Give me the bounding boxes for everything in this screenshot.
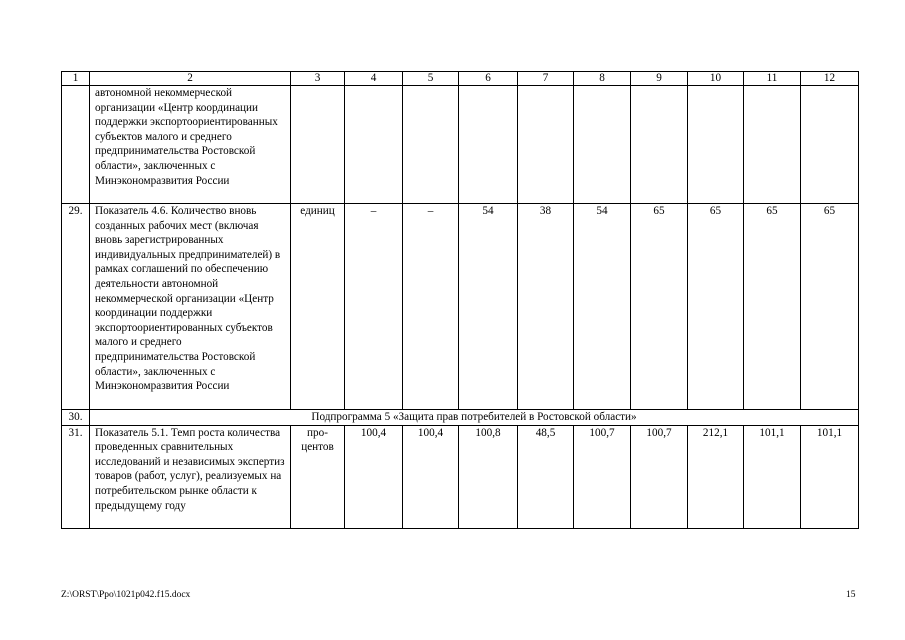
indicator-description: Показатель 5.1. Темп роста количества проведенных сравнительных исследований и независимых экспертиз товаров (работ, услуг), реализуемых на потребительском рынке области к предыдущему году — [90, 425, 291, 528]
header-cell: 5 — [403, 72, 459, 86]
header-cell: 8 — [574, 72, 631, 86]
unit-cell: про- центов — [291, 425, 345, 528]
row-number: 30. — [62, 410, 90, 426]
value-cell — [574, 86, 631, 204]
row-number: 29. — [62, 204, 90, 410]
indicators-table — [61, 71, 859, 529]
value-cell: 100,7 — [574, 425, 631, 528]
row-number — [62, 86, 90, 204]
value-cell: 65 — [744, 204, 801, 410]
table-row-30 — [62, 410, 859, 426]
header-cell: 12 — [801, 72, 859, 86]
header-cell: 4 — [345, 72, 403, 86]
value-cell: 100,7 — [631, 425, 688, 528]
header-cell: 2 — [90, 72, 291, 86]
header-cell: 10 — [688, 72, 744, 86]
table-row-29 — [62, 204, 859, 410]
value-cell: 48,5 — [518, 425, 574, 528]
value-cell: 100,4 — [403, 425, 459, 528]
value-cell: 54 — [574, 204, 631, 410]
row-number: 31. — [62, 425, 90, 528]
indicator-description: автономной некоммерческой организации «Центр координации поддержки экспортоориентированных субъектов малого и среднего предпринимательства Ростовской области», заключенных с Минэкономразвития России — [90, 86, 291, 204]
header-cell: 1 — [62, 72, 90, 86]
value-cell — [403, 86, 459, 204]
value-cell — [688, 86, 744, 204]
value-cell: 212,1 — [688, 425, 744, 528]
value-cell — [631, 86, 688, 204]
header-cell: 9 — [631, 72, 688, 86]
value-cell: 65 — [801, 204, 859, 410]
header-cell: 3 — [291, 72, 345, 86]
value-cell: 65 — [631, 204, 688, 410]
file-path-footer: Z:\ORST\Ppo\1021p042.f15.docx — [61, 590, 191, 600]
value-cell: 38 — [518, 204, 574, 410]
header-cell: 7 — [518, 72, 574, 86]
value-cell — [459, 86, 518, 204]
header-row — [62, 72, 859, 86]
value-cell: – — [345, 204, 403, 410]
header-cell: 6 — [459, 72, 518, 86]
value-cell — [345, 86, 403, 204]
value-cell: 100,8 — [459, 425, 518, 528]
table-row-continuation — [62, 86, 859, 204]
page-number: 15 — [846, 590, 856, 600]
subprogram-title: Подпрограмма 5 «Защита прав потребителей в Ростовской области» — [90, 410, 859, 426]
value-cell — [518, 86, 574, 204]
table-row-31 — [62, 425, 859, 528]
value-cell: 65 — [688, 204, 744, 410]
value-cell — [744, 86, 801, 204]
value-cell: 100,4 — [345, 425, 403, 528]
header-cell: 11 — [744, 72, 801, 86]
value-cell: 101,1 — [744, 425, 801, 528]
indicator-description: Показатель 4.6. Количество вновь созданных рабочих мест (включая вновь зарегистрированных индивидуальных предпринимателей) в рамках соглашений по обеспечению деятельности автономной некоммерческой организации «Центр координации поддержки экспортоориентированных субъектов малого и среднего предпринимательства Ростовской области», заключенных с Минэкономразвития России — [90, 204, 291, 410]
value-cell: – — [403, 204, 459, 410]
unit-cell — [291, 86, 345, 204]
unit-cell: единиц — [291, 204, 345, 410]
value-cell: 101,1 — [801, 425, 859, 528]
value-cell — [801, 86, 859, 204]
value-cell: 54 — [459, 204, 518, 410]
